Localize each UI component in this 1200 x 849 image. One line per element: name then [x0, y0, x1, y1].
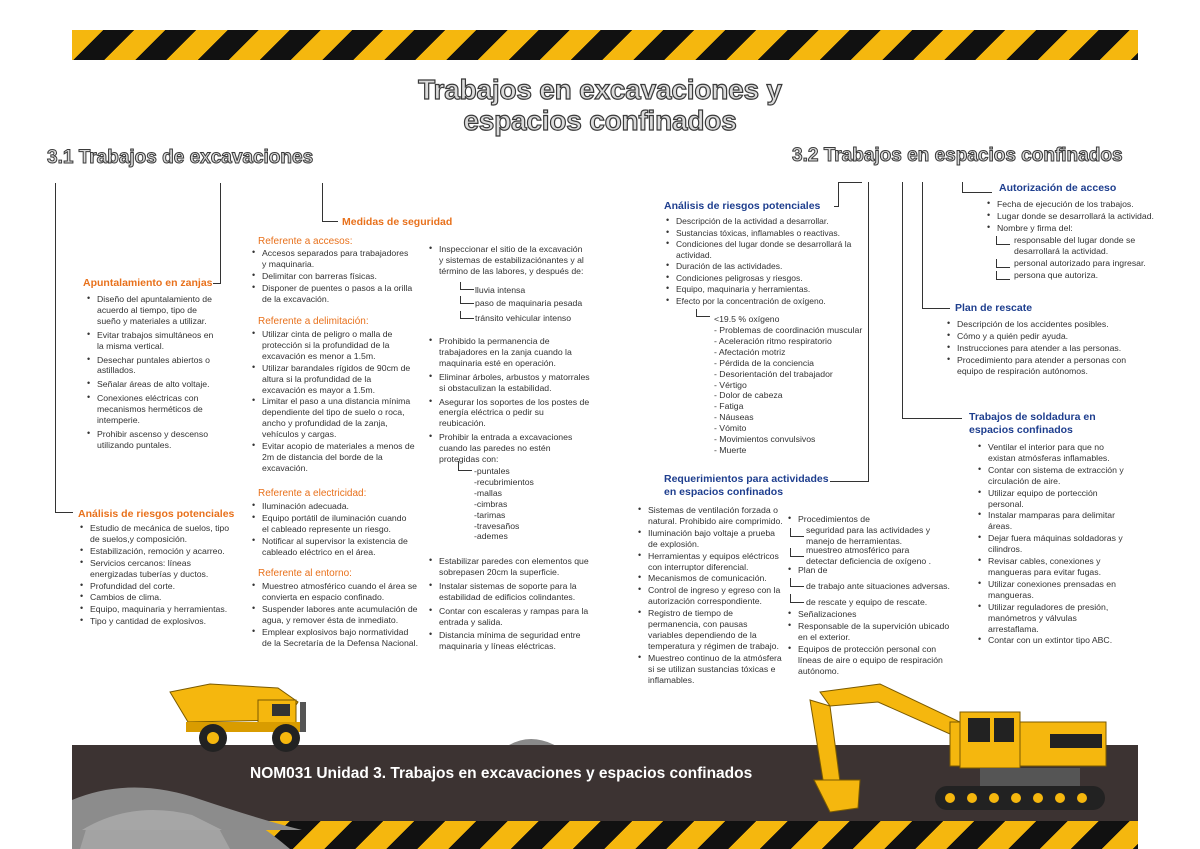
list-item: • Limitar el paso a una distancia mínima dependiente del tipo de suelo o roca, ancho y profundidad de la zanja, vehículos y cargas.: [250, 396, 415, 440]
list-item: • Sistemas de ventilación forzada o natural. Prohibido aire comprimido.: [636, 505, 784, 527]
apuntalamiento-heading: Apuntalamiento en zanjas: [83, 277, 213, 289]
list-item: • Estabilizar paredes con elementos que sobrepasen 20cm la superficie.: [427, 556, 592, 578]
list-item: • Diseño del apuntalamiento de acuerdo al tiempo, tipo de sueño y materiales a utilizar.: [85, 294, 215, 327]
analisis-espacios-heading: Análisis de riesgos potenciales: [664, 200, 821, 212]
list-item: -recubrimientos: [474, 476, 534, 487]
list-item: - Pérdida de la conciencia: [714, 357, 814, 368]
gravel-pile-icon: [72, 780, 332, 830]
list-item: • Ventilar el interior para que no existan atmósferas inflamables.: [976, 442, 1126, 464]
list-item: -cimbras: [474, 498, 508, 509]
list-item: • Accesos separados para trabajadores y maquinaria.: [250, 248, 415, 270]
list-item: • Notificar al supervisor la existencia de cableado eléctrico en el área.: [250, 536, 415, 558]
list-item: • Prohibir la entrada a excavaciones cuando las paredes no estén protegidas con:: [427, 432, 592, 465]
list-item: • Utilizar barandales rígidos de 90cm de altura si la profundidad de la excavación es mayor a 1.5m.: [250, 363, 415, 396]
list-item: • Iluminación adecuada.: [250, 501, 415, 512]
list-item: • Revisar cables, conexiones y mangueras para evitar fugas.: [976, 556, 1126, 578]
list-item: • Conexiones eléctricas con mecanismos herméticos de intemperie.: [85, 393, 215, 426]
list-item: - Muerte: [714, 444, 747, 455]
list-item: • Fecha de ejecución de los trabajos.: [985, 199, 1165, 210]
list-item: • Nombre y firma del:: [985, 223, 1165, 234]
list-item: • Plan de: [786, 565, 936, 576]
list-item: - Vértigo: [714, 379, 747, 390]
sub-item: muestreo atmosférico para detectar deficiencia de oxígeno .: [806, 545, 932, 566]
section-title-espacios: 3.2 Trabajos en espacios confinados: [792, 145, 1123, 166]
sub-item: de trabajo ante situaciones adversas.: [806, 581, 950, 591]
list-item: - Movimientos convulsivos: [714, 434, 816, 445]
list-item: - Fatiga: [714, 401, 744, 412]
list-item: • Tipo y cantidad de explosivos.: [78, 616, 238, 627]
list-item: • Muestreo continuo de la atmósfera si se utilizan sustancias tóxicas e inflamables.: [636, 653, 784, 686]
sub-item: tránsito vehicular intenso: [475, 313, 572, 323]
list-item: -tarimas: [474, 509, 506, 520]
list-item: • Contar con escaleras y rampas para la entrada y salida.: [427, 606, 592, 628]
list-item: -travesaños: [474, 520, 520, 531]
sub-item: de rescate y equipo de rescate.: [806, 597, 928, 607]
electricidad-heading: Referente a electricidad:: [258, 488, 367, 499]
list-item: • Equipos de protección personal con líneas de aire o equipo de respiración autónomo.: [786, 644, 956, 677]
list-item: • Evitar acopio de materiales a menos de 2m de distancia del borde de la excavación.: [250, 441, 415, 474]
list-item: • Procedimiento para atender a personas con equipo de respiración autónomos.: [945, 355, 1145, 377]
list-item: • Distancia mínima de seguridad entre maquinaria y líneas eléctricas.: [427, 630, 592, 652]
list-item: • Señalar áreas de alto voltaje.: [85, 379, 215, 390]
list-item: • Muestreo atmosférico cuando el área se convierta en espacio confinado.: [250, 581, 420, 603]
list-item: • Duración de las actividades.: [664, 261, 864, 272]
list-item: - Afectación motriz: [714, 346, 786, 357]
list-item: • Cambios de clima.: [78, 592, 238, 603]
list-item: • Utilizar conexiones prensadas en mangueras.: [976, 579, 1126, 601]
oxygen-threshold: <19.5 % oxígeno: [714, 314, 780, 324]
entorno-heading: Referente al entorno:: [258, 568, 352, 579]
excavator-icon: [800, 682, 1112, 814]
list-item: • Instalar mamparas para delimitar áreas.: [976, 510, 1126, 532]
list-item: - Vómito: [714, 423, 747, 434]
list-item: • Herramientas y equipos eléctricos con interruptor diferencial.: [636, 551, 784, 573]
list-item: • Evitar trabajos simultáneos en la misma vertical.: [85, 330, 215, 352]
list-item: -mallas: [474, 487, 502, 498]
list-item: • Estabilización, remoción y acarreo.: [78, 546, 238, 557]
dump-truck-icon: [168, 682, 318, 754]
sub-item: responsable del lugar donde se desarrollará la actividad.: [1014, 235, 1136, 256]
rescate-heading: Plan de rescate: [955, 302, 1033, 314]
list-item: • Contar con un extintor tipo ABC.: [976, 635, 1126, 646]
list-item: • Utilizar cinta de peligro o malla de protección si la profundidad de la excavación es menor a 1.5m.: [250, 329, 415, 362]
accesos-heading: Referente a accesos:: [258, 236, 353, 247]
list-item: • Servicios cercanos: líneas energizadas tuberías y ductos.: [78, 558, 238, 580]
autorizacion-heading: Autorización de acceso: [999, 182, 1117, 194]
list-item: • Profundidad del corte.: [78, 581, 238, 592]
list-item: • Iluminación bajo voltaje a prueba de explosión.: [636, 528, 784, 550]
sub-item: seguridad para las actividades y manejo de herramientas.: [806, 525, 931, 546]
sub-item: personal autorizado para ingresar.: [1014, 258, 1146, 268]
medidas-heading: Medidas de seguridad: [342, 216, 453, 228]
list-item: • Asegurar los soportes de los postes de energía eléctrica o pedir su reubicación.: [427, 397, 592, 430]
title-line-1: Trabajos en excavaciones y: [418, 74, 782, 105]
list-item: • Suspender labores ante acumulación de agua, y remover ésta de inmediato.: [250, 604, 420, 626]
list-item: • Sustancias tóxicas, inflamables o reactivas.: [664, 228, 864, 239]
footer-title: NOM031 Unidad 3. Trabajos en excavaciones y espacios confinados: [250, 765, 753, 782]
list-item: • Instrucciones para atender a las personas.: [945, 343, 1145, 354]
list-item: • Condiciones del lugar donde se desarrollará la actividad.: [664, 239, 864, 260]
list-item: • Prohibido la permanencia de trabajadores en la zanja cuando la maquinaria esté en operación.: [427, 336, 592, 369]
title-line-2: espacios confinados: [463, 105, 737, 136]
list-item: • Desechar puntales abiertos o astillados.: [85, 355, 215, 377]
delimitacion-heading: Referente a delimitación:: [258, 316, 369, 327]
list-item: • Delimitar con barreras físicas.: [250, 271, 415, 282]
list-item: • Procedimientos de: [786, 514, 936, 525]
list-item: • Contar con sistema de extracción y circulación de aire.: [976, 465, 1126, 487]
list-item: • Señalizaciones: [786, 609, 956, 620]
list-item: • Prohibir ascenso y descenso utilizando puntales.: [85, 429, 215, 451]
list-item: - Dolor de cabeza: [714, 390, 783, 401]
list-item: • Descripción de los accidentes posibles.: [945, 319, 1145, 330]
sub-item: persona que autoriza.: [1014, 270, 1099, 280]
list-item: -puntales: [474, 466, 510, 476]
list-item: - Desorientación del trabajador: [714, 368, 833, 379]
list-item: • Utilizar reguladores de presión, manómetros y válvulas arrestaflama.: [976, 602, 1126, 635]
list-item: • Emplear explosivos bajo normatividad de la Secretaría de la Defensa Nacional.: [250, 627, 420, 649]
analisis-excavaciones-heading: Análisis de riesgos potenciales: [78, 508, 235, 520]
sub-item: lluvia intensa: [475, 285, 526, 295]
list-item: • Utilizar equipo de portección personal.: [976, 488, 1126, 510]
list-item: • Condiciones peligrosas y riesgos.: [664, 273, 864, 284]
list-item: • Registro de tiempo de permanencia, con pausas variables dependiendo de la temperatura y régimen de trabajo.: [636, 608, 784, 652]
list-item: • Equipo, maquinaria y herramientas.: [664, 284, 864, 295]
list-item: - Problemas de coordinación muscular: [714, 325, 863, 335]
soldadura-heading: Trabajos de soldadura en espacios confinados: [969, 411, 1096, 436]
list-item: - Náuseas: [714, 412, 754, 423]
list-item: • Efecto por la concentración de oxígeno.: [664, 296, 864, 307]
list-item: -ademes: [474, 531, 508, 542]
list-item: • Estudio de mecánica de suelos, tipo de suelos,y composición.: [78, 523, 238, 545]
list-item: • Eliminar árboles, arbustos y matorrales si obstaculizan la estabilidad.: [427, 372, 592, 394]
list-item: • Responsable de la supervición ubicado en el exterior.: [786, 621, 956, 643]
sub-item: paso de maquinaria pesada: [475, 298, 583, 308]
section-title-excavaciones: 3.1 Trabajos de excavaciones: [47, 147, 314, 168]
list-item: • Cómo y a quién pedir ayuda.: [945, 331, 1145, 342]
list-item: • Dejar fuera máquinas soldadoras y cilindros.: [976, 533, 1126, 555]
list-item: • Inspeccionar el sitio de la excavación y sistemas de estabilizaciónantes y al término de las labores, y después de:: [427, 244, 589, 277]
list-item: • Disponer de puentes o pasos a la orilla de la excavación.: [250, 283, 415, 305]
list-item: • Equipo portátil de iluminación cuando el cableado represente un riesgo.: [250, 513, 415, 535]
list-item: • Descripción de la actividad a desarrollar.: [664, 216, 864, 227]
requerimientos-heading: Requerimientos para actividades en espacios confinados: [664, 473, 829, 498]
list-item: • Mecanismos de comunicación.: [636, 573, 784, 584]
list-item: • Instalar sistemas de soporte para la estabilidad de edificios colindantes.: [427, 581, 592, 603]
list-item: • Equipo, maquinaria y herramientas.: [78, 604, 238, 615]
list-item: • Lugar donde se desarrollará la actividad.: [985, 211, 1165, 222]
list-item: • Control de ingreso y egreso con la autorización correspondiente.: [636, 585, 784, 607]
list-item: - Aceleración ritmo respiratorio: [714, 335, 832, 346]
